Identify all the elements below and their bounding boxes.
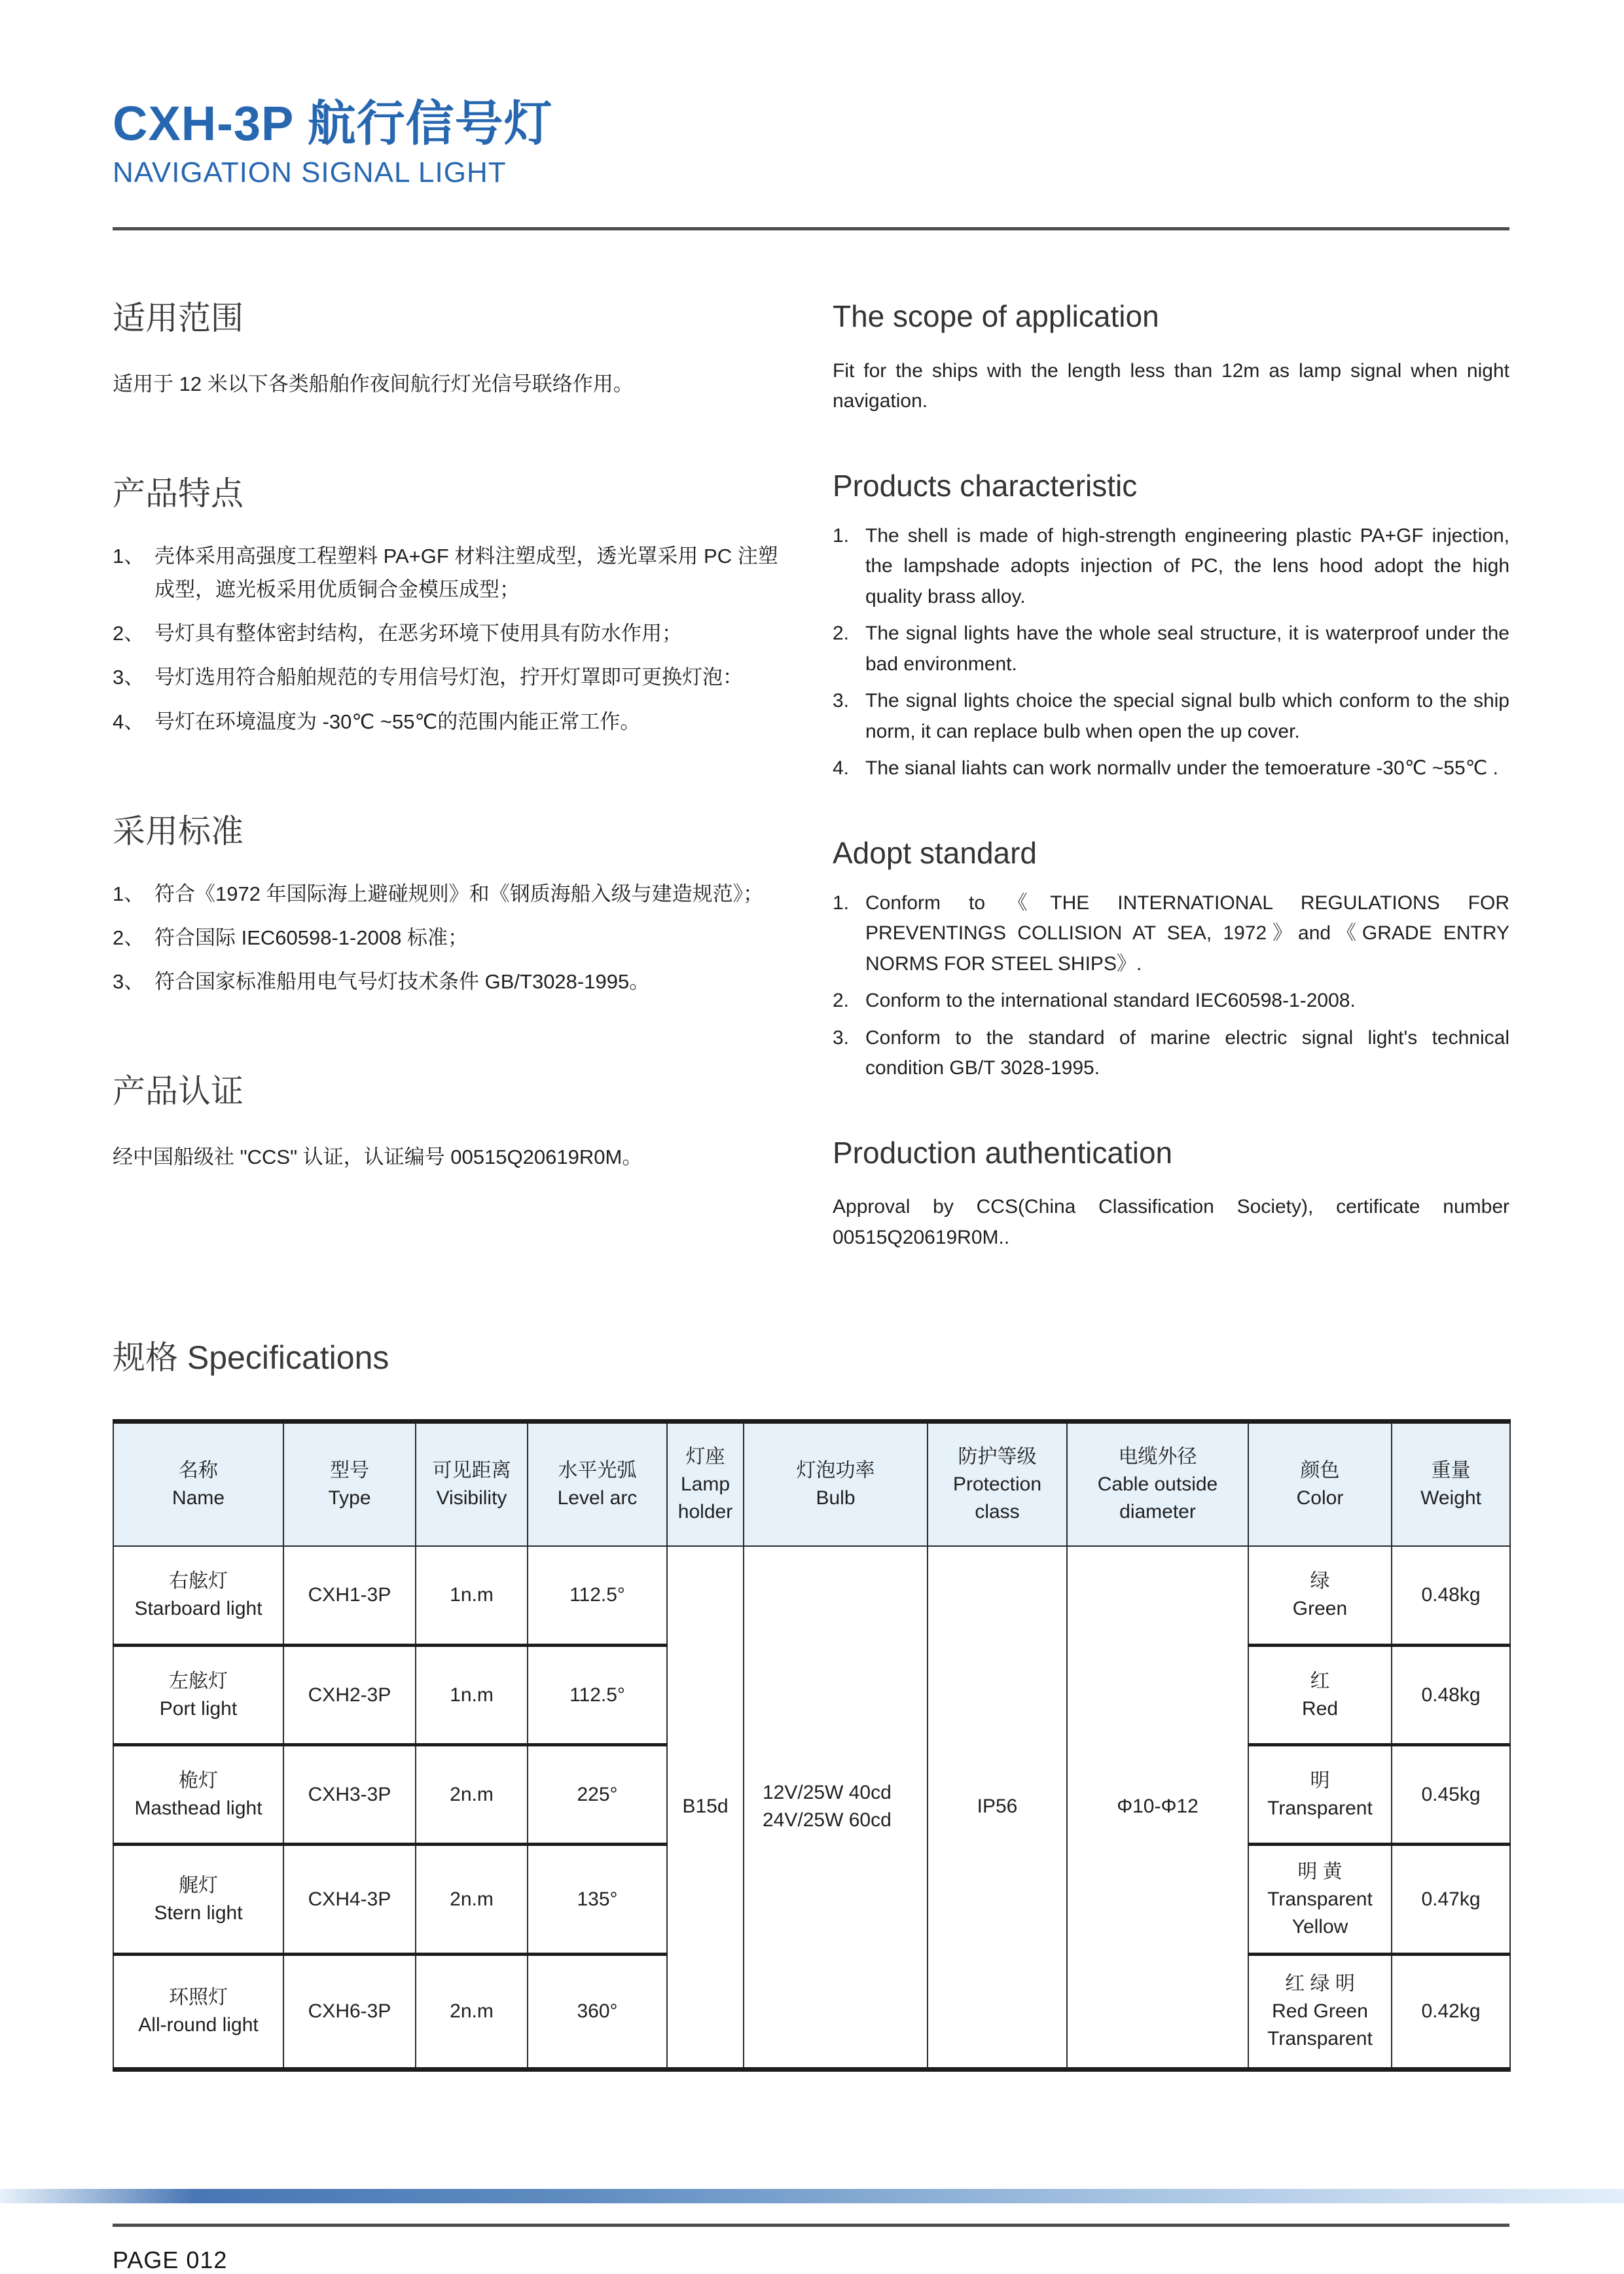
list-item-text: 号灯在环境温度为 -30℃ ~55℃的范围内能正常工作。 <box>154 710 641 733</box>
footer-divider <box>113 2224 1509 2227</box>
section-heading-standards-en: Adopt standard <box>833 835 1038 870</box>
list-item-number: 1、 <box>113 882 145 905</box>
cell-name <box>113 1845 283 1955</box>
list-item-text: The shell is made of high-strength engineering plastic PA+GF injection, the lampshade adopts injection of PC, the lens hood adopt the high quality brass alloy. <box>865 524 1509 607</box>
cell-visibility: 2n.m <box>416 1845 528 1955</box>
cell-color <box>1248 1955 1392 2070</box>
list-item-text: The signal lights have the whole seal structure, it is waterproof under the bad environment. <box>865 623 1509 675</box>
section-heading-standards-zh: 采用标准 <box>113 812 244 850</box>
col-header-en: Protection class <box>952 1473 1042 1523</box>
cell-visibility: 2n.m <box>416 1745 528 1845</box>
list-item-number: 3. <box>833 1026 850 1049</box>
section-heading-scope-zh: 适用范围 <box>113 300 244 337</box>
col-header-en: Lamp holder <box>677 1473 733 1523</box>
standards-list-zh <box>113 877 779 998</box>
col-header-en: Name <box>171 1487 225 1509</box>
features-list-en <box>833 521 1509 784</box>
cell-protection-merged: IP56 <box>928 1546 1067 2070</box>
list-item-text: The signal lights choice the special signal bulb which conform to the ship norm, it can replace bulb when open the up cover. <box>865 690 1509 742</box>
section-body-scope-en: Fit for the ships with the length less than 12m as lamp signal when night navigation. <box>833 359 1509 412</box>
list-item-text: 壳体采用高强度工程塑料 PA+GF 材料注塑成型，透光罩采用 PC 注塑成型，遮光板采用优质铜合金模压成型； <box>154 544 778 602</box>
two-column-area <box>113 298 1509 1253</box>
standards-list-en <box>833 888 1509 1084</box>
list-item-number: 3、 <box>113 666 145 689</box>
cell-bulb-merged <box>744 1546 928 2070</box>
cell-color-zh: 红 绿 明 <box>1285 1973 1355 1995</box>
col-header-zh: 电缆外径 <box>1118 1445 1197 1468</box>
list-item <box>833 521 1509 613</box>
section-heading-cert-zh: 产品认证 <box>113 1073 244 1110</box>
col-header-lamp-holder <box>667 1422 744 1546</box>
col-header-name <box>113 1422 283 1546</box>
list-item <box>113 965 779 998</box>
cell-weight: 0.47kg <box>1392 1845 1510 1955</box>
col-header-en: Level arc <box>557 1487 638 1509</box>
col-header-bulb <box>744 1422 928 1546</box>
cell-color <box>1248 1546 1392 1646</box>
cell-name <box>113 1745 283 1845</box>
list-item-text: 符合《1972 年国际海上避碰规则》和《钢质海船入级与建造规范》； <box>154 882 764 905</box>
cell-weight: 0.48kg <box>1392 1646 1510 1745</box>
list-item-text: Conform to the standard of marine electric signal light's technical condition GB/T 3028-1995. <box>865 1026 1509 1079</box>
col-header-zh: 水平光弧 <box>558 1459 637 1481</box>
cell-color-en: Transparent <box>1267 1797 1373 1819</box>
col-header-cable <box>1067 1422 1248 1546</box>
col-header-en: Color <box>1296 1487 1344 1509</box>
list-item <box>113 660 779 694</box>
col-header-en: Visibility <box>436 1487 507 1509</box>
cell-color <box>1248 1646 1392 1745</box>
list-item-number: 2、 <box>113 622 145 645</box>
list-item <box>833 1023 1509 1084</box>
col-header-zh: 颜色 <box>1300 1459 1340 1481</box>
cell-name-en: All-round light <box>138 2014 259 2036</box>
col-header-zh: 可见距离 <box>432 1459 511 1481</box>
bottom-accent-bar <box>0 2189 1624 2203</box>
cell-name-en: Port light <box>159 1697 238 1720</box>
cell-name-zh: 左舷灯 <box>169 1670 228 1692</box>
cell-type: CXH1-3P <box>283 1546 416 1646</box>
section-heading-scope-en: The scope of application <box>833 299 1159 334</box>
section-heading-features-zh: 产品特点 <box>113 475 244 512</box>
specifications-heading: 规格 Specifications <box>113 1339 389 1377</box>
cell-cable-merged: Φ10-Φ12 <box>1067 1546 1248 2070</box>
cell-level-arc: 225° <box>528 1745 667 1845</box>
page-title-zh: CXH-3P 航行信号灯 <box>113 96 553 151</box>
cell-weight: 0.42kg <box>1392 1955 1510 2070</box>
cell-name-en: Masthead light <box>134 1797 262 1819</box>
cell-color-zh: 红 <box>1310 1670 1330 1692</box>
cell-name <box>113 1546 283 1646</box>
list-item <box>833 888 1509 980</box>
cell-name <box>113 1955 283 2070</box>
cell-color-en: Transparent Yellow <box>1267 1888 1373 1938</box>
list-item-number: 2. <box>833 990 850 1012</box>
section-heading-cert-en: Production authentication <box>833 1135 1173 1170</box>
col-header-type <box>283 1422 416 1546</box>
col-header-en: Cable outside diameter <box>1097 1473 1218 1523</box>
cell-level-arc: 112.5° <box>528 1546 667 1646</box>
col-header-en: Bulb <box>816 1487 856 1509</box>
col-header-zh: 型号 <box>330 1459 369 1481</box>
page-content <box>113 0 1509 2274</box>
col-header-zh: 灯泡功率 <box>796 1459 875 1481</box>
list-item-number: 3、 <box>113 969 145 993</box>
list-item <box>113 539 779 606</box>
list-item-text: 符合国际 IEC60598-1-2008 标准； <box>154 926 468 949</box>
cell-color-zh: 明 黄 <box>1297 1860 1343 1883</box>
list-item-number: 1、 <box>113 544 145 568</box>
list-item-text: Conform to the international standard IEC60598-1-2008. <box>865 990 1356 1012</box>
cell-color-zh: 绿 <box>1310 1570 1330 1592</box>
bulb-line-1: 12V/25W 40cd <box>763 1782 892 1804</box>
col-header-protection <box>928 1422 1067 1546</box>
list-item-text: 符合国家标准船用电气号灯技术条件 GB/T3028-1995。 <box>154 969 650 993</box>
cell-color-zh: 明 <box>1310 1769 1330 1792</box>
col-header-en: Type <box>328 1487 371 1509</box>
cell-type: CXH6-3P <box>283 1955 416 2070</box>
cell-weight: 0.45kg <box>1392 1745 1510 1845</box>
cell-level-arc: 135° <box>528 1845 667 1955</box>
list-item <box>833 686 1509 747</box>
list-item <box>113 617 779 650</box>
document-header <box>113 0 1509 230</box>
list-item-number: 3. <box>833 690 850 712</box>
list-item-number: 2. <box>833 623 850 645</box>
cell-lamp-holder-merged: B15d <box>667 1546 744 2070</box>
cell-name-zh: 艉灯 <box>179 1874 218 1896</box>
cell-visibility: 2n.m <box>416 1955 528 2070</box>
header-divider <box>113 227 1509 230</box>
cell-color-en: Red <box>1301 1697 1339 1720</box>
section-heading-features-en: Products characteristic <box>833 468 1138 503</box>
features-list-zh <box>113 539 779 738</box>
cell-color <box>1248 1845 1392 1955</box>
cell-name-en: Starboard light <box>134 1597 262 1619</box>
list-item-number: 4. <box>833 757 850 780</box>
chinese-column <box>113 298 779 1253</box>
section-body-cert-zh: 经中国船级社 "CCS" 认证，认证编号 00515Q20619R0M。 <box>113 1146 643 1169</box>
specifications-table <box>113 1419 1511 2072</box>
cell-weight: 0.48kg <box>1392 1546 1510 1646</box>
list-item <box>113 877 779 911</box>
cell-color <box>1248 1745 1392 1845</box>
list-item-number: 1. <box>833 892 850 914</box>
cell-name-zh: 右舷灯 <box>169 1570 228 1592</box>
cell-visibility: 1n.m <box>416 1546 528 1646</box>
cell-level-arc: 112.5° <box>528 1646 667 1745</box>
list-item <box>833 753 1509 784</box>
col-header-zh: 重量 <box>1431 1459 1471 1481</box>
cell-type: CXH4-3P <box>283 1845 416 1955</box>
list-item <box>833 619 1509 679</box>
cell-color-en: Green <box>1292 1597 1348 1619</box>
list-item <box>113 705 779 738</box>
col-header-zh: 名称 <box>179 1459 218 1481</box>
section-body-cert-en: Approval by CCS(China Classification Society), certificate number 00515Q20619R0M.. <box>833 1196 1509 1248</box>
list-item-number: 4、 <box>113 710 145 733</box>
cell-type: CXH2-3P <box>283 1646 416 1745</box>
bulb-line-2: 24V/25W 60cd <box>763 1809 892 1832</box>
col-header-color <box>1248 1422 1392 1546</box>
cell-level-arc: 360° <box>528 1955 667 2070</box>
table-header-row <box>113 1422 1510 1546</box>
cell-type: CXH3-3P <box>283 1745 416 1845</box>
col-header-visibility <box>416 1422 528 1546</box>
list-item-text: Conform to《THE INTERNATIONAL REGULATIONS FOR PREVENTINGS COLLISION AT SEA, 1972》and《GRADE ENTRY NORMS FOR STEEL SHIPS》. <box>865 892 1509 975</box>
cell-name-en: Stern light <box>154 1902 243 1924</box>
cell-name-zh: 环照灯 <box>169 1987 228 2009</box>
list-item <box>113 921 779 954</box>
col-header-zh: 防护等级 <box>958 1445 1037 1468</box>
english-column <box>833 298 1509 1253</box>
cell-name-zh: 桅灯 <box>179 1769 218 1792</box>
col-header-zh: 灯座 <box>685 1445 725 1468</box>
col-header-level-arc <box>528 1422 667 1546</box>
page-number: PAGE 012 <box>113 2247 228 2274</box>
table-row <box>113 1546 1510 1646</box>
list-item-text: 号灯选用符合船舶规范的专用信号灯泡，拧开灯罩即可更换灯泡： <box>154 666 743 689</box>
list-item <box>833 986 1509 1017</box>
col-header-en: Weight <box>1420 1487 1481 1509</box>
section-body-scope-zh: 适用于 12 米以下各类船舶作夜间航行灯光信号联络作用。 <box>113 372 634 396</box>
cell-visibility: 1n.m <box>416 1646 528 1745</box>
col-header-weight <box>1392 1422 1510 1546</box>
cell-name <box>113 1646 283 1745</box>
page-title-en: NAVIGATION SIGNAL LIGHT <box>113 156 507 189</box>
list-item-text: The sianal liahts can work normallv under the temoerature -30℃ ~55℃ . <box>865 757 1499 780</box>
cell-color-en: Red Green Transparent <box>1267 2000 1373 2050</box>
list-item-number: 2、 <box>113 926 145 949</box>
list-item-text: 号灯具有整体密封结构，在恶劣环境下使用具有防水作用； <box>154 622 682 645</box>
list-item-number: 1. <box>833 524 850 547</box>
